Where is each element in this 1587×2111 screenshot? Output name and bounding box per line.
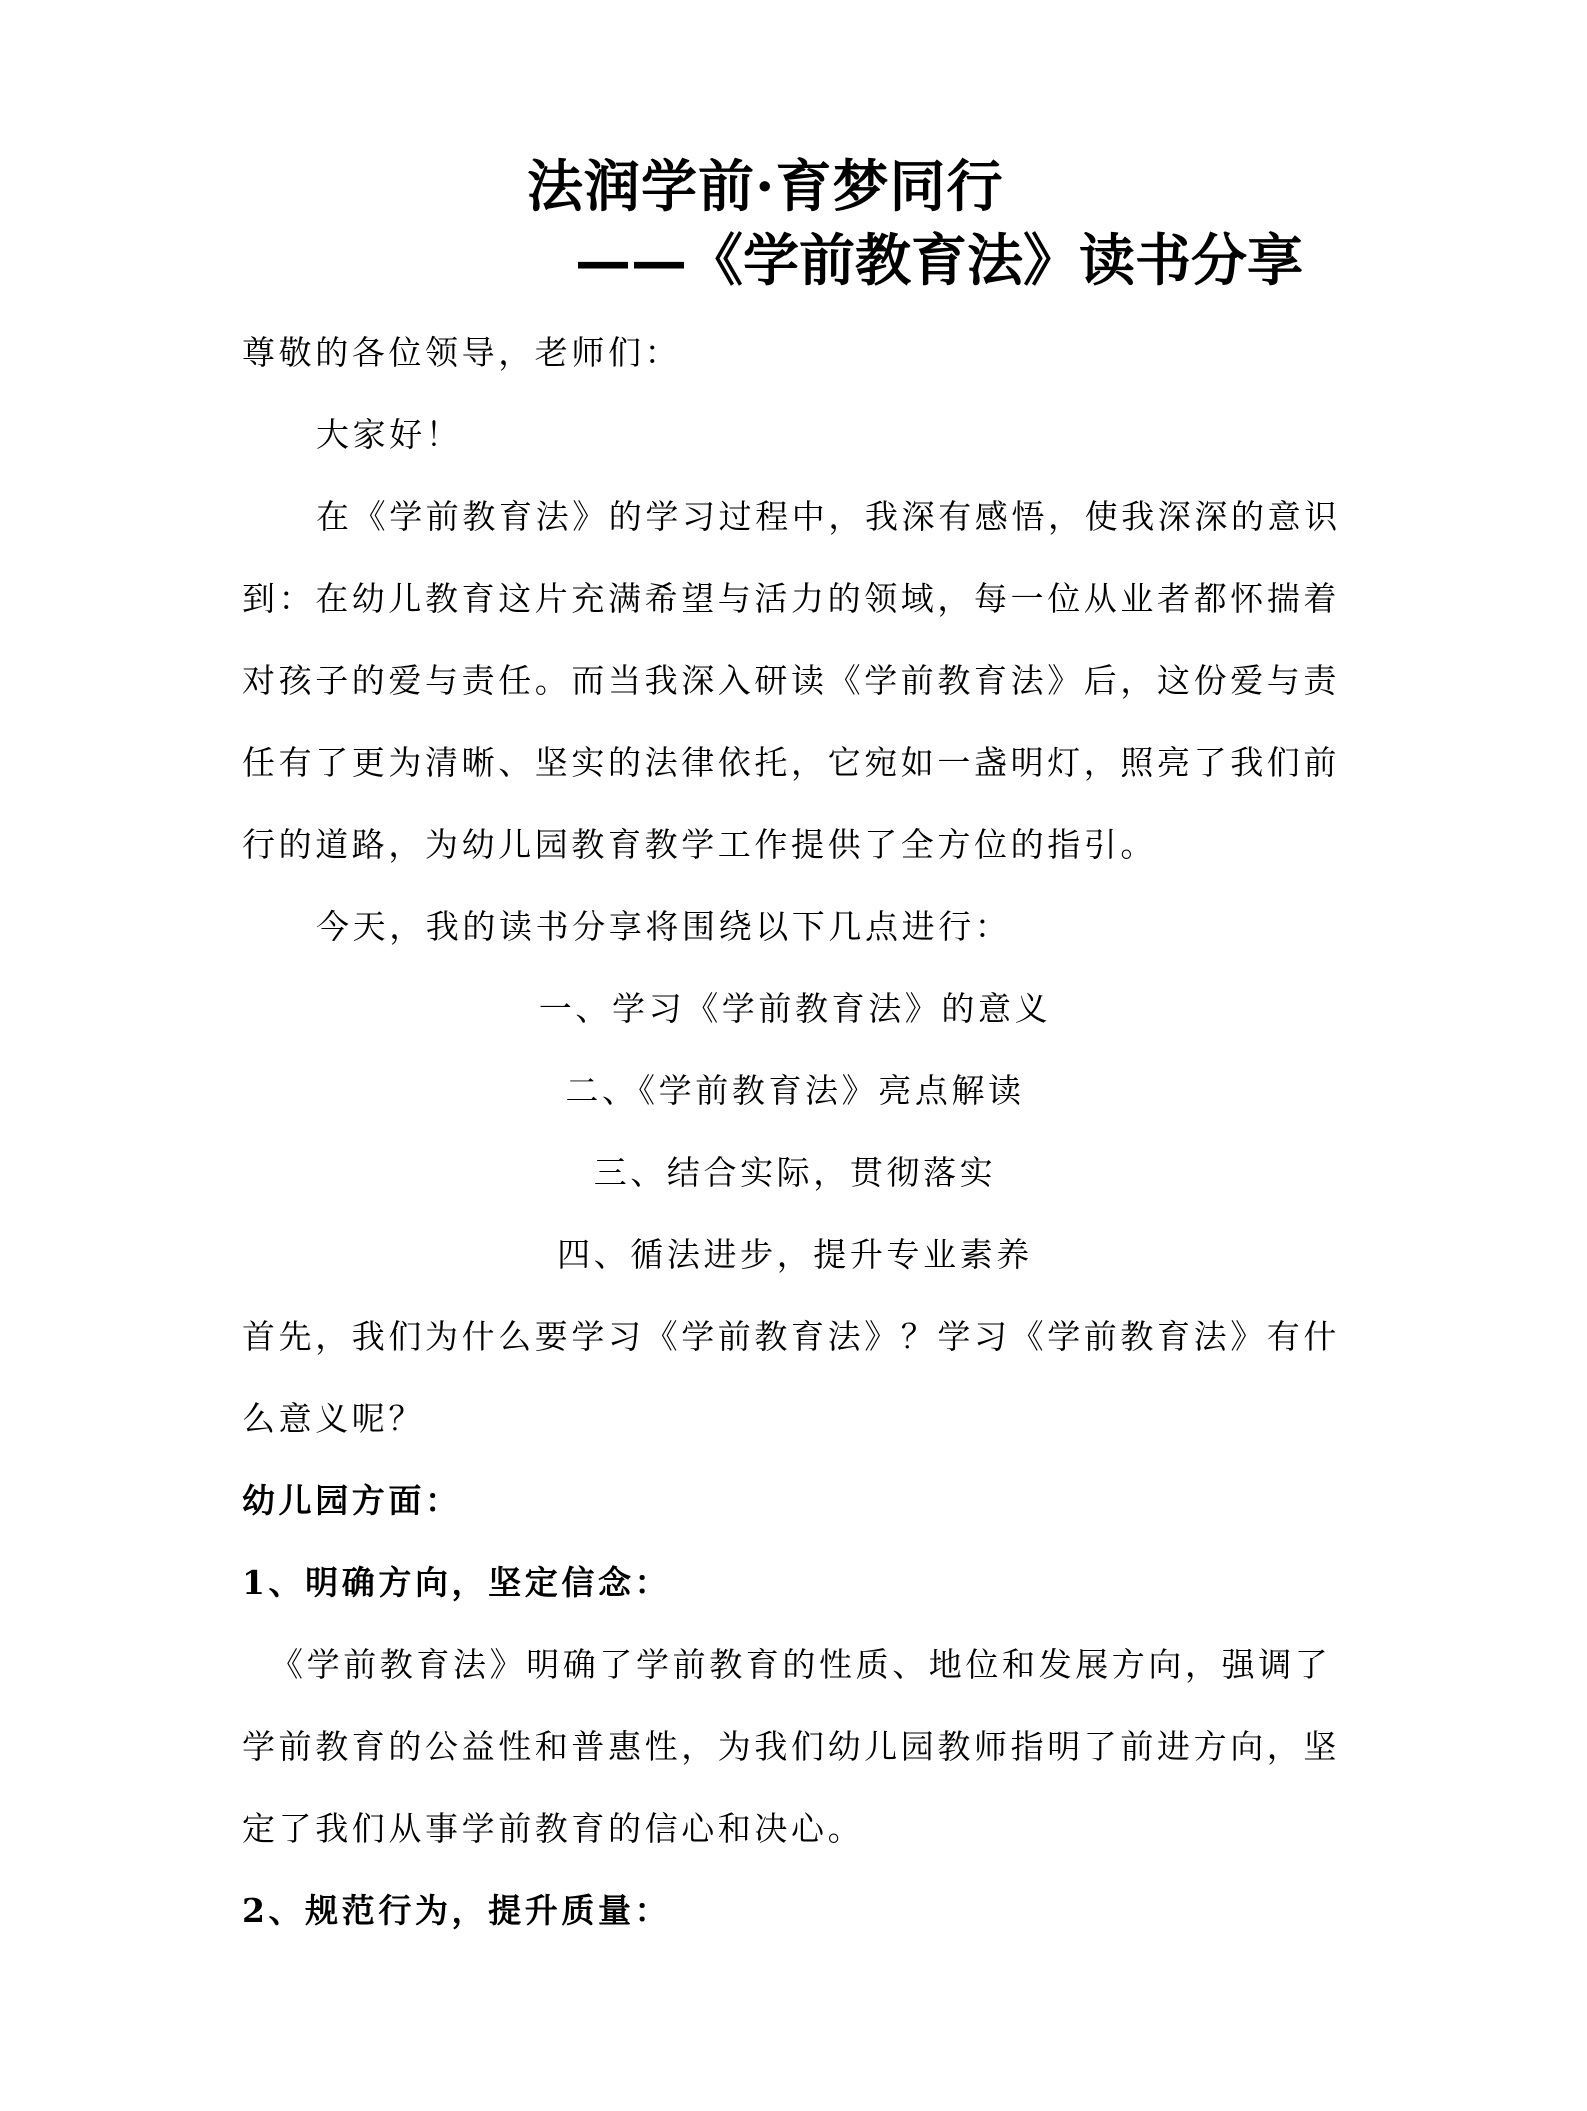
question-line: 首先，我们为什么要学习《学前教育法》？学习《学前教育法》有什 [242,1317,1340,1356]
outline-item: 一、学习《学前教育法》的意义 [538,989,1052,1028]
outline-intro: 今天，我的读书分享将围绕以下几点进行： [316,907,1012,946]
document-subtitle: ——《学前教育法》读书分享 [575,228,1303,294]
document-body [242,312,1348,1952]
question-line: 么意义呢？ [242,1399,425,1438]
greeting: 大家好！ [316,415,463,454]
point1-line: 定了我们从事学前教育的信心和决心。 [242,1809,865,1848]
outline-item: 三、结合实际，贯彻落实 [593,1153,997,1192]
outline-item: 四、循法进步，提升专业素养 [557,1235,1033,1274]
section-heading: 幼儿园方面： [242,1481,462,1520]
point1-heading: 1、明确方向，坚定信念： [242,1563,672,1602]
intro-line: 对孩子的爱与责任。而当我深入研读《学前教育法》后，这份爱与责 [242,661,1340,700]
intro-line: 到：在幼儿教育这片充满希望与活力的领域，每一位从业者都怀揣着 [242,579,1340,618]
outline-item: 二、《学前教育法》亮点解读 [565,1071,1025,1110]
point2-heading: 2、规范行为，提升质量： [242,1891,672,1930]
intro-line: 在《学前教育法》的学习过程中，我深有感悟，使我深深的意识 [316,497,1341,536]
intro-line: 行的道路，为幼儿园教育教学工作提供了全方位的指引。 [242,825,1157,864]
intro-line: 任有了更为清晰、坚实的法律依托，它宛如一盏明灯，照亮了我们前 [242,743,1340,782]
salutation: 尊敬的各位领导，老师们： [242,333,682,372]
point1-line: 《学前教育法》明确了学前教育的性质、地位和发展方向，强调了 [270,1645,1332,1684]
document-title: 法润学前·育梦同行 [527,154,1004,220]
point1-line: 学前教育的公益性和普惠性，为我们幼儿园教师指明了前进方向，坚 [242,1727,1340,1766]
